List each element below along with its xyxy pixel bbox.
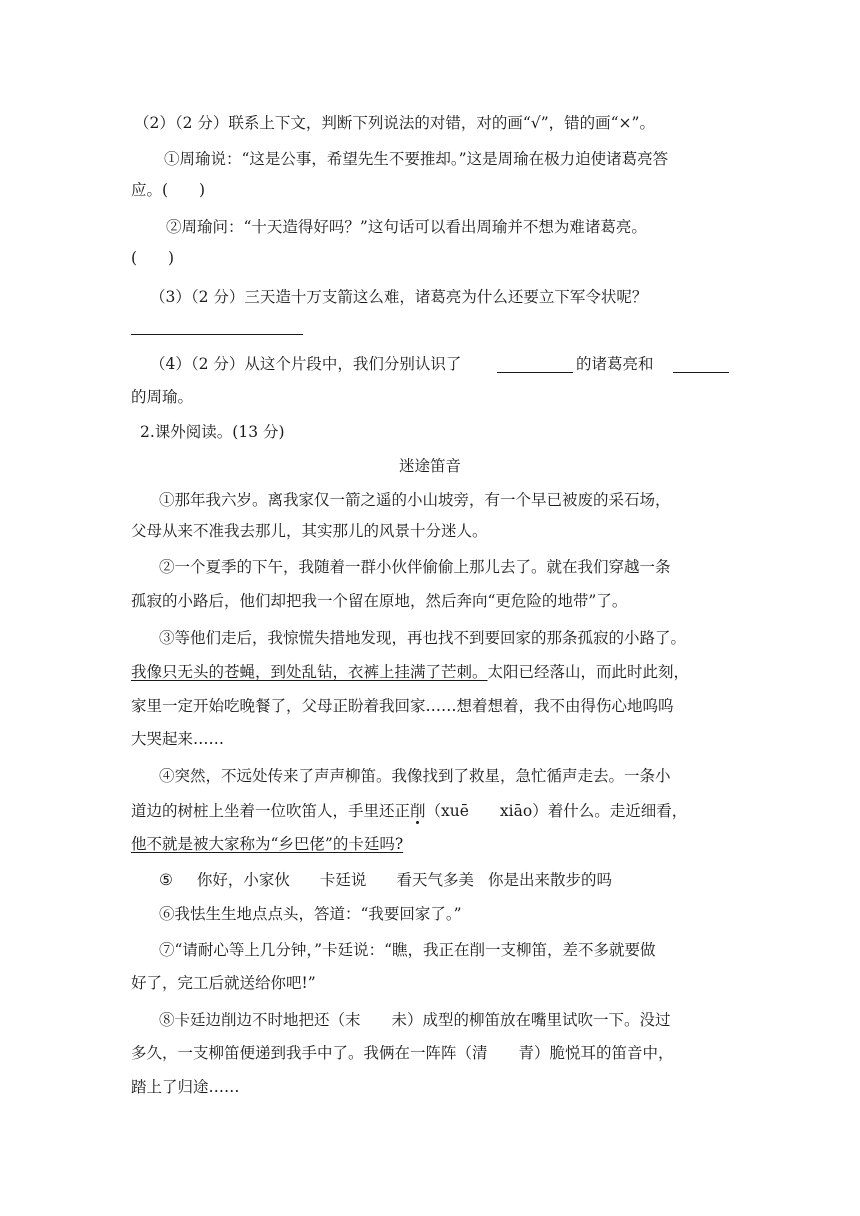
passage-p8-line3: 踏上了归途…… (131, 1078, 240, 1096)
passage-p4-line2 (131, 800, 687, 822)
q3-answer-blank[interactable] (131, 334, 303, 335)
passage-p6: ⑥我怯生生地点点头，答道：“我要回家了。” (159, 905, 462, 923)
section-heading: 2.课外阅读。(13 分) (140, 423, 285, 441)
passage-p2-line2: 孤寂的小路后，他们却把我一个留在原地，然后奔向“更危险的地带”了。 (131, 592, 628, 610)
q4-part2: 的诸葛亮和 (576, 355, 654, 373)
passage-p3-line2-rest: 太阳已经落山，而此时此刻， (487, 663, 690, 681)
passage-p1-line2: 父母从来不准我去那儿，其实那儿的风景十分迷人。 (131, 522, 488, 540)
passage-p5-punctuation-exercise[interactable] (159, 869, 612, 891)
q2-item2-line2: ( ) (131, 249, 175, 267)
q4-line2: 的周瑜。 (131, 388, 194, 406)
passage-p8-line2: 多久，一支柳笛便递到我手中了。我俩在一阵阵（清 青）脆悦耳的笛音中， (131, 1044, 674, 1062)
passage-p4-line2-pre: 道边的树桩上坐着一位吹笛人，手里还正 (131, 802, 411, 820)
p5-number: ⑤ (159, 871, 173, 889)
passage-p4-line3 (131, 833, 403, 855)
passage-p3-line2 (131, 661, 689, 683)
q2-item1-line1: ①周瑜说：“这是公事，希望先生不要推却。”这是周瑜在极力迫使诸葛亮答 (164, 150, 669, 168)
underlined-sentence-2: 他不就是被大家称为“乡巴佬”的卡廷吗? (131, 835, 404, 853)
q2-item1-line2: 应。( ) (131, 181, 206, 199)
passage-p7-line1: ⑦“请耐心等上几分钟，”卡廷说：“瞧，我正在削一支柳笛，差不多就要做 (159, 941, 656, 959)
passage-p3-line4: 大哭起来…… (131, 730, 225, 748)
q4-part1: （4）（2 分）从这个片段中，我们分别认识了 (150, 355, 462, 373)
passage-p7-line2: 好了，完工后就送给你吧!” (131, 974, 316, 992)
q2-stem: （2）（2 分）联系上下文，判断下列说法的对错，对的画“√”，错的画“×”。 (134, 114, 655, 132)
pinyin-choice[interactable]: （xuē xiāo）着什么。走近细看， (425, 802, 688, 820)
q3-stem: （3）（2 分）三天造十万支箭这么难，诸葛亮为什么还要立下军令状呢？ (150, 288, 648, 306)
q4-answer-blank-2[interactable] (673, 372, 729, 373)
passage-title: 迷途笛音 (398, 457, 461, 475)
passage-p8-line1: ⑧卡廷边削边不时地把还（末 未）成型的柳笛放在嘴里试吹一下。没过 (159, 1011, 671, 1029)
q4-answer-blank-1[interactable] (497, 372, 573, 373)
dotted-character: 削 (410, 802, 426, 820)
underlined-sentence: 我像只无头的苍蝇，到处乱钻，衣裤上挂满了芒刺。 (131, 663, 488, 681)
p5-segment-2: 卡廷说 (319, 871, 367, 889)
passage-p1-line1: ①那年我六岁。离我家仅一箭之遥的小山坡旁，有一个早已被废的采石场， (159, 491, 671, 509)
passage-p2-line1: ②一个夏季的下午，我随着一群小伙伴偷偷上那儿去了。就在我们穿越一条 (159, 558, 671, 576)
p5-segment-1: 你好，小家伙 (196, 871, 290, 889)
p5-segment-3: 看天气多美 (396, 871, 474, 889)
p5-segment-4: 你是出来散步的吗 (487, 871, 612, 889)
q2-item2-line1: ②周瑜问：“十天造得好吗？”这句话可以看出周瑜并不想为难诸葛亮。 (166, 218, 647, 236)
passage-p3-line3: 家里一定开始吃晚餐了，父母正盼着我回家……想着想着，我不由得伤心地呜呜 (131, 697, 674, 715)
passage-p4-line1: ④突然，不远处传来了声声柳笛。我像找到了救星，急忙循声走去。一条小 (159, 767, 671, 785)
passage-p3-line1: ③等他们走后，我惊慌失措地发现，再也找不到要回家的那条孤寂的小路了。 (159, 629, 687, 647)
